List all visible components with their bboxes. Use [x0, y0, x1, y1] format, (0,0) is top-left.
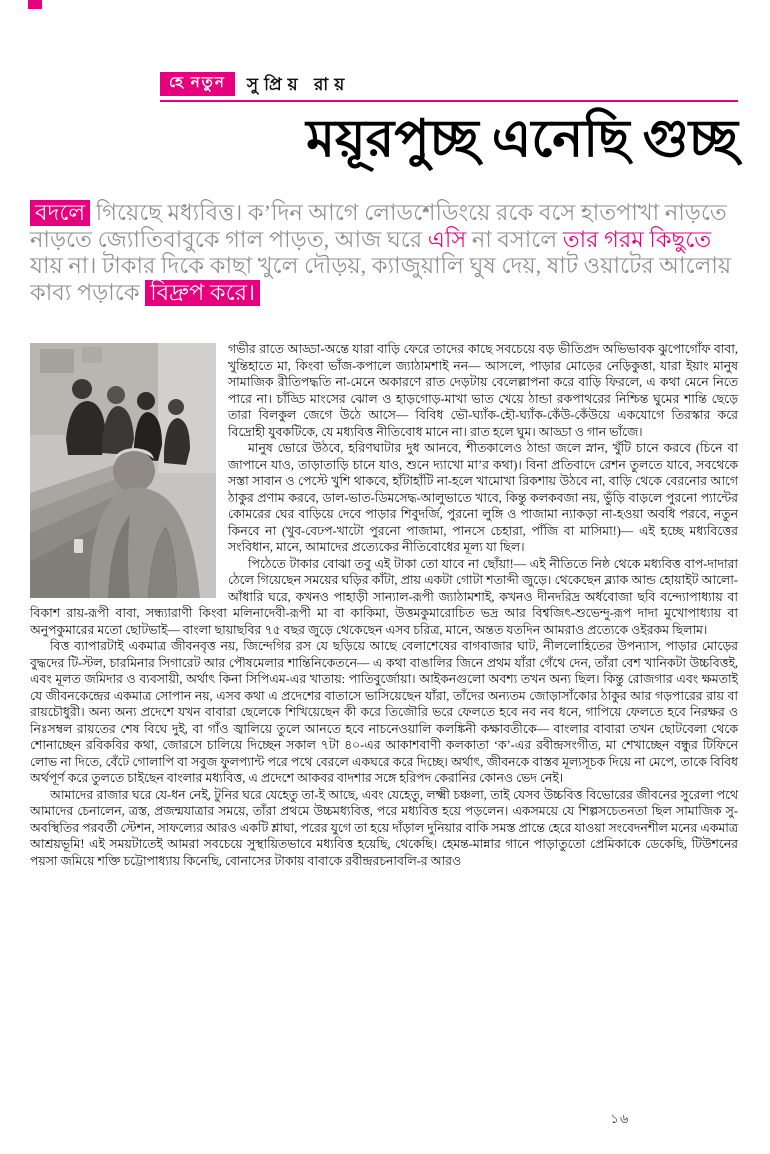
article-photo	[30, 343, 216, 598]
standfirst-segment: এসি	[427, 226, 467, 252]
body-paragraph: আমাদের রাজার ঘরে যে-ধন নেই, টুনির ঘরে যেহেতু তা-ই আছে, এবং যেহেতু, লক্ষ্মী চঞ্চলা, তাই যেসব উচ্চবিত্ত বিভোরের জীবনের সুরেলা পথে আমাদের চেনালেন, ত্রস্ত, প্রজন্মযাত্রার সময়ে, তাঁরা প্রথমে উচ্চমধ্যবিত্ত, পরে মধ্যবিত্ত হয়ে পড়লেন। একসময়ে যে শিল্পসচেতনতা ছিল সামাজিক সু-অবস্থিতির পরবর্তী স্টেশন, সাফল্যের আরও একটি শ্লাঘা, পরের যুগে তা হয়ে দাঁড়াল দুনিয়ার বাকি সমস্ত প্রান্তে হেরে যাওয়া সংবেদনশীল মনের একমাত্র আশ্রয়ভূমি! এই সময়টাতেই আমরা সবচেয়ে সুস্থায়িতভাবে মধ্যবিত্ত হয়েছি, থেকেছি। হেমন্ত-মান্নার গানে পাড়াতুতো প্রেমিকাকে ডেকেছি, টিউশনের পয়সা জমিয়ে শক্তি চট্টোপাধ্যায় কিনেছি, বোনাসের টাকায় বাবাকে রবীন্দ্ররচনাবলি-র আরও	[30, 787, 738, 868]
body-paragraph: মানুষ ভোরে উঠবে, হরিণঘাটার দুধ আনবে, শীতকালেও ঠান্ডা জলে স্নান, খুঁটি চানে করবে (চিনে বা জাপানে যাও, তাড়াতাড়ি চানে যাও, শুনে দ্যাখো মা’র কথা)। বিনা প্রতিবাদে রেশন তুলতে যাবে, সবথেকে সস্তা সাবান ও পেস্টে খুশি থাকবে, হাঁটাহাঁটি না-হলে খামোখা রিকশায় উঠবে না, বাড়ি থেকে বেরনোর আগে ঠাকুর প্রণাম করবে, ডাল-ভাত-ডিমসেদ্ধ-আলুভাতে খাবে, কিন্তু কলকবজা নয়, ভুঁড়ি বাড়লে পুরনো প্যান্টের কোমরের ঘের বাড়িয়ে দেবে পাড়ার শিবুদর্জি, পুরনো লুঙ্গি ও পাজামা ন্যাকড়া না-হওয়া অবধি পরবে, নতুন কিনবে না (খুব-বেঢপ-খাটো পুরনো পাজামা, পানসে চেহারা, পাঁজি বা মাসিমা!)— এই হচ্ছে মধ্যবিত্তের সংবিধান, মানে, আমাদের প্রত্যেকের নীতিবোধের মূল্য যা ছিল।	[228, 441, 738, 554]
section-header	[160, 72, 738, 102]
article-headline: ময়ূরপুচ্ছ এনেছি গুচ্ছ	[306, 111, 738, 168]
standfirst	[30, 200, 738, 306]
standfirst-segment: গিয়েছে মধ্যবিত্ত। ক’দিন আগে লোডশেডিংয়ে রকে বসে হাতপাখা নাড়তে নাড়তে জ্যোতিবাবুকে গাল পাড়ত, আজ ঘরে	[30, 200, 727, 252]
page-number: ১৬	[610, 1111, 630, 1126]
body-paragraph: পিঠেতে টাকার বোঝা তবু এই টাকা তো যাবে না ছোঁয়া!— এই নীতিতে নিষ্ঠ থেকে মধ্যবিত্ত বাপ-দাদারা ঠেলে গিয়েছেন সময়ের ঘড়ির কাঁটা, প্রায় একটা গোটা শতাব্দী জুড়ে। থেকেছেন ব্ল্যাক আন্ড হোয়াইট আলো-আঁধারি ঘরে, কখনও পাহাড়ী সান্যাল-রূপী জ্যাঠামশাই, কখনও দীনদরিদ্র অর্ধবোজা ছবি বন্দ্যোপাধ্যায় বা বিকাশ রায়-রূপী বাবা, সন্ধ্যারাণী কিংবা মলিনাদেবী-রূপী মা বা কাকিমা, উত্তমকুমারোচিত ভদ্র আর বিশ্বজিৎ-শুভেন্দু-রূপ দাদা মুখোপাধ্যায় বা অনুপকুমারের মতো ছোটভাই— বাংলা ছায়াছবির ৭৫ বছর জুড়ে থেকেছেন এসব চরিত্র, মানে, অন্তত যতদিন আমরাও প্রত্যেকে ওইরকম ছিলাম।	[30, 556, 738, 637]
standfirst-segment: বিদ্রুপ করে।	[145, 280, 260, 306]
standfirst-segment: তার গরম কিছুতে	[562, 226, 712, 252]
corner-accent-mark	[28, 0, 42, 9]
standfirst-segment: না বসালে	[466, 226, 563, 252]
photo-illustration	[30, 343, 216, 598]
article-body	[30, 341, 738, 869]
standfirst-segment: যায় না। টাকার দিকে কাছা খুলে দৌড়য়, ক্যাজুয়ালি ঘুষ দেয়, ষাট ওয়াটের আলোয় কাব্য পড়াকে	[30, 253, 732, 305]
body-paragraph: গভীর রাতে আড্ডা-অন্তে যারা বাড়ি ফেরে তাদের কাছে সবচেয়ে বড় ভীতিপ্রদ অভিভাবক ঝুপোগোঁফ বাবা, খুন্তিহাতে মা, কিংবা ভাঁজ-কপালে জ্যাঠামশাই নন— আসলে, পাড়ার মোড়ের নেড়িকুত্তা, যারা ইয়াং মানুষ সামাজিক রীতিপদ্ধতি না-মেনে অকারণে রাত দেড়টায় বেলেল্লাপনা করে বাড়ি ফিরলে, এ কথা মেনে নিতে পারে না। চাঁড্ডি মাংসের ঝোল ও হাড়গোড়-মাখা ভাত খেয়ে ঠান্ডা রকপাথরের নিশ্চিন্ত ঘুমের শান্তি ছেড়ে তারা বিলকুল জেগে উঠে আসে— বিবিধ ভৌ-ঘ্যাঁক-হৌ-ঘ্যাঁক-কেঁউ-কেঁউয়ে একযোগে তিরস্কার করে বিদ্রোহী যুবকটিকে, যে মধ্যবিত্ত নীতিবোধ মানে না। রাত হলে ঘুম। আড্ডা ও গান ভাঁজে।	[228, 342, 738, 439]
body-paragraph: বিত্ত ব্যাপারটাই একমাত্র জীবনবৃত্ত নয়, জিন্দেগির রস যে ছড়িয়ে আছে বেলাশেষের বাগবাজার ঘাট, নীললোহিতের উপন্যাস, পাড়ার মোড়ের বুদ্ধদের টি-স্টল, চারমিনার সিগারেট আর পৌষমেলার শান্তিনিকেতনে— এ কথা বাঙালির জিনে প্রথম যাঁরা গেঁথে দেন, তাঁরা বেশ খানিকটা উচ্চবিত্তই, এবং মূলত জমিদার ও ব্যবসায়ী, অর্থাৎ কিনা সিপিএম-এর খাতায়: পাতিবুর্জোয়া। আইকনগুলো অবশ্য তখন অন্য ছিল। কিন্তু রোজগার এবং ক্ষমতাই যে জীবনকেন্দ্রের একমাত্র সোপান নয়, এসব কথা এ প্রদেশের বাতাসে ভাসিয়েছেন যাঁরা, তাঁদের অন্যতম জোড়াসাঁকোর ঠাকুর আর গড়পারের রায় বা রায়চৌধুরী। অন্য অন্য প্রদেশে যখন বাবারা ছেলেকে শিখিয়েছেন কী করে তিজৌরি ভরে ফেলতে হবে নব নব ধনে, গাপিয়ে ফেলতে হবে নিরক্ষর ও নিঃসম্বল রায়তের শেষ বিঘে দুই, বা গাঁও জ্বালিয়ে তুলে আনতে হবে নাচনেওয়ালি কলঙ্কিনী কক্ষাবতীকে— বাংলার বাবারা তখন ছোটবেলা থেকে শোনাচ্ছেন রবিকবির কথা, জোরসে চালিয়ে দিচ্ছেন সকাল ৭টা ৪০-এর আকাশবাণী কলকাতা ‘ক’-এর রবীন্দ্রসংগীত, মা শেখাচ্ছেন বন্ধুর টিফিনে লোভ না দিতে, বেঁটে গোলাপি বা সবুজ ফুলপ্যান্ট পরে পথে বেরলে একঘরে করে দিচ্ছে। অর্থাৎ, জীবনকে বাস্তব মূল্যসূচক দিয়ে না মেপে, তাকে বিবিধ অর্থপূর্ণ করে তুলতে চাইছেন বাংলার মধ্যবিত্ত, এ প্রদেশে আকবর বাদশার সঙ্গে হরিপদ কেরানির কোনও ভেদ নেই।	[30, 639, 738, 785]
section-kicker: হে নতুন	[160, 72, 235, 96]
standfirst-segment: বদলে	[30, 200, 90, 226]
author-byline: সুপ্রিয় রায়	[246, 74, 351, 94]
